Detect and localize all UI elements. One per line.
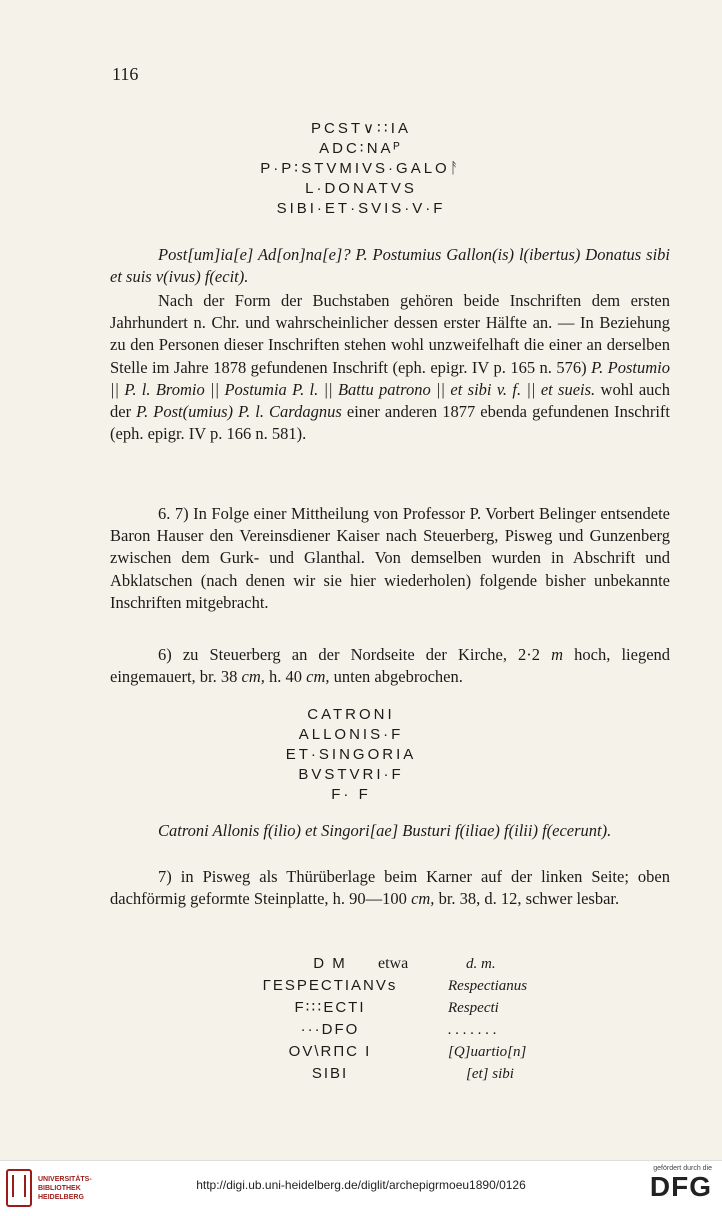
inscription-line: BVSTVRI·F: [298, 766, 404, 783]
inscription-line: ADC∶NAᴾ: [319, 140, 403, 157]
inscription-line: OV\RΠC I: [288, 1043, 372, 1060]
reading-catroni: Catroni Allonis f(ilio) et Singori[ae] Busturi f(iliae) f(ilii) f(ecerunt).: [158, 821, 612, 840]
inscription-line: PCST∨∶∶IA: [311, 120, 411, 137]
dfg-wordmark: DFG: [649, 1171, 712, 1202]
inscription-line: SIBI: [311, 1065, 349, 1082]
paragraph-dating: Nach der Form der Buchstaben gehören beide Inschriften dem ersten Jahrhundert n. Chr. und wahrscheinlicher dessen erster Hälfte an. — In Beziehung zu den Personen dieser Inschriften stehen wohl unzweifelhaft die einer an derselben Stelle im Jahre 1878 gefundenen Inschrift (eph. epigr. IV p. 165 n. 576) P. Postumio || P. l. Bromio || Postumia P. l. || Battu patrono || et sibi v. f. || et sueis. wohl auch der P. Post(umius) P. l. Cardagnus einer anderen 1877 ebenda gefundenen Inschrift (eph. epigr. IV p. 166 n. 581).: [110, 291, 671, 444]
reading-line: . . . . . . .: [448, 1022, 497, 1038]
reading-respectianus: [448, 953, 588, 1085]
inscription-catroni: [0, 705, 712, 805]
inscription-line: SIBI·ET·SVIS·V·F: [276, 200, 446, 217]
library-name: UNIVERSITÄTS- BIBLIOTHEK HEIDELBERG: [38, 1175, 92, 1201]
reading-line: [Q]uartio[n]: [448, 1044, 527, 1060]
inscription-line: D M: [313, 955, 347, 972]
paragraph-mittheilung: 6. 7) In Folge einer Mittheilung von Professor P. Vorbert Belinger entsendete Baron Hauser den Vereinsdiener Kaiser nach Steuerberg, Pisweg und Gunzenberg zwischen dem Gurk- und Glanthal. Von demselben wurden in Abschrift und Abklatschen (nach denen wir sie hier wiederholen) folgende bisher unbekannte Inschriften mitgebracht.: [110, 504, 670, 612]
funded-by-label: gefördert durch die: [653, 1165, 712, 1172]
reading-line: Respecti: [448, 1000, 499, 1016]
inscription-line: F· F: [331, 786, 371, 803]
inscription-line: ···DFO: [300, 1021, 360, 1038]
reading-line: [et] sibi: [466, 1066, 514, 1082]
inscription-line: P·P∶STVMIVS·GALOᚨ: [260, 160, 462, 177]
inscription-postumia: [0, 119, 722, 219]
paragraph-steuerberg: 6) zu Steuerberg an der Nordseite der Kirche, 2·2 m hoch, liegend eingemauert, br. 38 cm, h. 40 cm, unten abgebrochen.: [110, 645, 671, 687]
inscription-line: ΓESPECTIANVs: [262, 977, 398, 994]
etwa-label: etwa: [378, 955, 409, 972]
inscription-line: F∶∶∶ECTI: [294, 999, 366, 1016]
reading-line: Respectianus: [448, 978, 528, 994]
reading-line: d. m.: [466, 956, 496, 972]
footer-bar: [0, 1160, 722, 1216]
dfg-logo[interactable]: [650, 1165, 712, 1202]
inscription-line: L·DONATVS: [305, 180, 417, 197]
page-number: 116: [112, 64, 139, 84]
reading-postumia: Post[um]ia[e] Ad[on]na[e]? P. Postumius Gallon(is) l(ibertus) Donatus sibi et suis v(ivus) f(ecit).: [110, 245, 670, 287]
inscription-line: ET·SINGORIA: [285, 746, 417, 763]
inscription-line: CATRONI: [307, 706, 395, 723]
permalink-url[interactable]: http://digi.ub.uni-heidelberg.de/diglit/archepigrmoeu1890/0126: [196, 1178, 526, 1192]
paragraph-pisweg: 7) in Pisweg als Thürüberlage beim Karner auf der linken Seite; oben dachförmig geformte Steinplatte, h. 90—100 cm, br. 38, d. 12, schwer lesbar.: [110, 867, 670, 909]
inscription-line: ALLONIS·F: [298, 726, 404, 743]
